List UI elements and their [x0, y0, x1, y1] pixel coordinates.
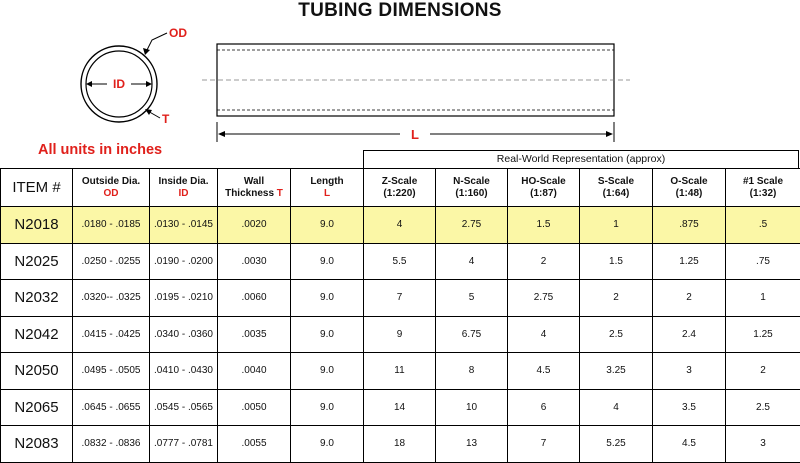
cell-item: N2050 [1, 353, 73, 390]
cell-od: .0320-- .0325 [73, 280, 150, 317]
cell-o-scale: .875 [653, 207, 726, 244]
cell-z-scale: 9 [364, 316, 436, 353]
real-world-header: Real-World Representation (approx) [363, 150, 799, 169]
cell-wall: .0055 [218, 426, 291, 463]
cell-ho-scale: 2.75 [508, 280, 580, 317]
table-row[interactable] [1, 316, 800, 353]
cell-length: 9.0 [291, 280, 364, 317]
cell-1-scale: 2.5 [726, 389, 800, 426]
header-1-scale: #1 Scale (1:32) [726, 169, 800, 207]
od-leader [146, 33, 167, 52]
cell-od: .0832 - .0836 [73, 426, 150, 463]
cell-id: .0545 - .0565 [150, 389, 218, 426]
cell-wall: .0030 [218, 243, 291, 280]
cell-ho-scale: 1.5 [508, 207, 580, 244]
cell-n-scale: 2.75 [436, 207, 508, 244]
cell-wall: .0035 [218, 316, 291, 353]
cell-length: 9.0 [291, 207, 364, 244]
cell-s-scale: 2.5 [580, 316, 653, 353]
cell-o-scale: 3 [653, 353, 726, 390]
cell-id: .0195 - .0210 [150, 280, 218, 317]
cell-length: 9.0 [291, 389, 364, 426]
cell-z-scale: 4 [364, 207, 436, 244]
l-label: L [411, 127, 419, 142]
od-label: OD [169, 26, 187, 40]
cell-id: .0130 - .0145 [150, 207, 218, 244]
cell-length: 9.0 [291, 243, 364, 280]
cell-o-scale: 4.5 [653, 426, 726, 463]
cell-item: N2042 [1, 316, 73, 353]
cell-item: N2065 [1, 389, 73, 426]
cell-od: .0495 - .0505 [73, 353, 150, 390]
cell-id: .0777 - .0781 [150, 426, 218, 463]
t-label: T [162, 112, 170, 126]
cell-o-scale: 1.25 [653, 243, 726, 280]
cell-s-scale: 3.25 [580, 353, 653, 390]
cell-id: .0340 - .0360 [150, 316, 218, 353]
cell-z-scale: 5.5 [364, 243, 436, 280]
l-arrow-right [606, 131, 613, 137]
page-title: TUBING DIMENSIONS [0, 0, 800, 22]
cell-o-scale: 2.4 [653, 316, 726, 353]
cell-1-scale: 1.25 [726, 316, 800, 353]
id-arrow-left [86, 81, 92, 87]
cell-ho-scale: 2 [508, 243, 580, 280]
cell-length: 9.0 [291, 316, 364, 353]
cell-s-scale: 5.25 [580, 426, 653, 463]
header-s-scale: S-Scale (1:64) [580, 169, 653, 207]
header-length: Length L [291, 169, 364, 207]
cell-1-scale: 2 [726, 353, 800, 390]
cell-z-scale: 18 [364, 426, 436, 463]
table-row[interactable] [1, 243, 800, 280]
cell-length: 9.0 [291, 426, 364, 463]
tubing-table [0, 168, 800, 463]
cell-item: N2083 [1, 426, 73, 463]
cell-wall: .0040 [218, 353, 291, 390]
units-note: All units in inches [38, 142, 162, 158]
cell-id: .0190 - .0200 [150, 243, 218, 280]
cell-id: .0410 - .0430 [150, 353, 218, 390]
cell-wall: .0060 [218, 280, 291, 317]
table-row[interactable] [1, 280, 800, 317]
cell-wall: .0050 [218, 389, 291, 426]
table-row[interactable] [1, 207, 800, 244]
cell-ho-scale: 7 [508, 426, 580, 463]
cell-n-scale: 4 [436, 243, 508, 280]
cell-z-scale: 14 [364, 389, 436, 426]
header-o-scale: O-Scale (1:48) [653, 169, 726, 207]
od-arrow [143, 48, 150, 55]
cell-od: .0645 - .0655 [73, 389, 150, 426]
cell-od: .0250 - .0255 [73, 243, 150, 280]
cell-n-scale: 13 [436, 426, 508, 463]
table-row[interactable] [1, 426, 800, 463]
cell-n-scale: 10 [436, 389, 508, 426]
cell-ho-scale: 4.5 [508, 353, 580, 390]
cell-ho-scale: 4 [508, 316, 580, 353]
id-arrow-right [146, 81, 152, 87]
header-row [1, 169, 800, 207]
cell-n-scale: 5 [436, 280, 508, 317]
id-label: ID [113, 77, 125, 91]
cell-ho-scale: 6 [508, 389, 580, 426]
cell-od: .0415 - .0425 [73, 316, 150, 353]
header-n-scale: N-Scale (1:160) [436, 169, 508, 207]
cell-o-scale: 3.5 [653, 389, 726, 426]
cell-o-scale: 2 [653, 280, 726, 317]
l-arrow-left [218, 131, 225, 137]
cell-z-scale: 11 [364, 353, 436, 390]
cell-od: .0180 - .0185 [73, 207, 150, 244]
header-wall: Wall Thickness T [218, 169, 291, 207]
cell-item: N2032 [1, 280, 73, 317]
header-item: ITEM # [1, 169, 73, 207]
cell-n-scale: 6.75 [436, 316, 508, 353]
cell-1-scale: 1 [726, 280, 800, 317]
cell-1-scale: .75 [726, 243, 800, 280]
cell-1-scale: 3 [726, 426, 800, 463]
header-id: Inside Dia. ID [150, 169, 218, 207]
cell-s-scale: 1 [580, 207, 653, 244]
header-od: Outside Dia. OD [73, 169, 150, 207]
cell-1-scale: .5 [726, 207, 800, 244]
cell-z-scale: 7 [364, 280, 436, 317]
cell-n-scale: 8 [436, 353, 508, 390]
header-ho-scale: HO-Scale (1:87) [508, 169, 580, 207]
table-row[interactable] [1, 389, 800, 426]
cell-item: N2018 [1, 207, 73, 244]
cell-item: N2025 [1, 243, 73, 280]
table-row[interactable] [1, 353, 800, 390]
cell-s-scale: 2 [580, 280, 653, 317]
header-z-scale: Z-Scale (1:220) [364, 169, 436, 207]
cell-s-scale: 1.5 [580, 243, 653, 280]
cell-s-scale: 4 [580, 389, 653, 426]
cell-wall: .0020 [218, 207, 291, 244]
t-arrow [145, 109, 152, 115]
cell-length: 9.0 [291, 353, 364, 390]
